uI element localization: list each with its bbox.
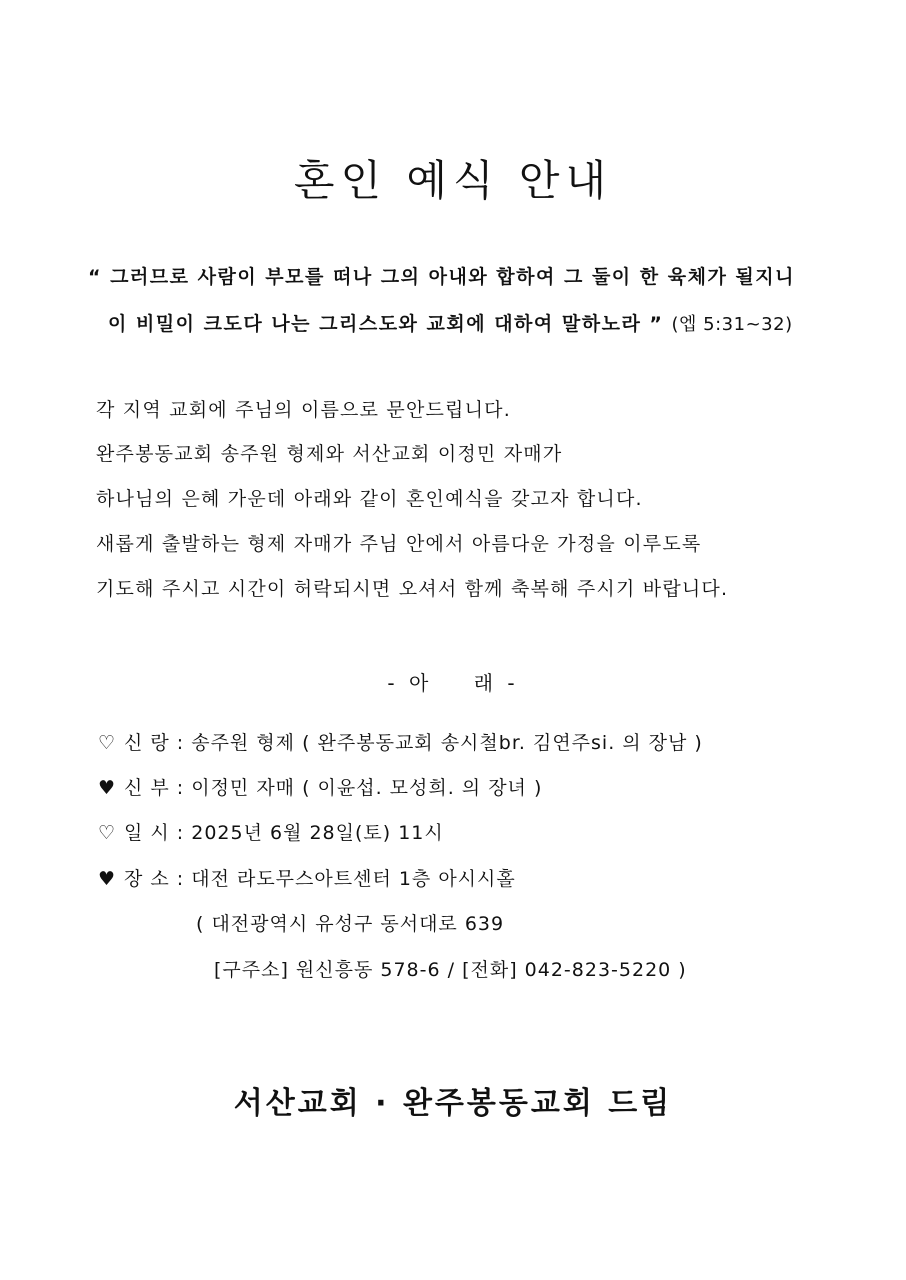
outline-heart-icon: ♡ [98,732,117,754]
greeting-line-2: 완주봉동교회 송주원 형제와 서산교회 이정민 자매가 [96,443,563,465]
bride-detail-text: 신 부 : 이정민 자매 ( 이윤섭. 모성희. 의 장녀 ) [124,777,543,799]
scripture-reference: (엡 5:31~32) [671,314,793,335]
address-line-2: [구주소] 원신흥동 578-6 / [전화] 042-823-5220 ) [214,959,687,981]
signature: 서산교회 · 완주봉동교회 드림 [233,1086,673,1121]
scripture-quote-line-1: “ 그러므로 사람이 부모를 떠나 그의 아내와 합하여 그 둘이 한 육체가 될지니 [88,266,795,288]
scripture-quote-line-2 [108,309,793,336]
groom-detail-text: 신 랑 : 송주원 형제 ( 완주봉동교회 송시철br. 김연주si. 의 장남 ) [124,732,703,754]
bride-detail [98,773,542,800]
scripture-quote-text: 이 비밀이 크도다 나는 그리스도와 교회에 대하여 말하노라 ” [108,313,664,335]
section-heading: - 아 래 - [387,671,519,695]
place-detail-text: 장 소 : 대전 라도무스아트센터 1층 아시시홀 [124,868,516,890]
filled-heart-icon: ♥ [98,868,117,890]
address-line-1: ( 대전광역시 유성구 동서대로 639 [196,913,505,935]
outline-heart-icon: ♡ [98,822,117,844]
greeting-line-4: 새롭게 출발하는 형제 자매가 주님 안에서 아름다운 가정을 이루도록 [96,533,702,555]
greeting-line-1: 각 지역 교회에 주님의 이름으로 문안드립니다. [96,399,511,421]
greeting-line-5: 기도해 주시고 시간이 허락되시면 오셔서 함께 축복해 주시기 바랍니다. [96,578,729,600]
place-detail [98,864,516,891]
groom-detail [98,728,703,755]
greeting-line-3: 하나님의 은혜 가운데 아래와 같이 혼인예식을 갖고자 합니다. [96,488,643,510]
datetime-detail [98,818,444,845]
datetime-detail-text: 일 시 : 2025년 6월 28일(토) 11시 [124,822,444,844]
page-title: 혼인 예식 안내 [293,156,613,205]
filled-heart-icon: ♥ [98,777,117,799]
